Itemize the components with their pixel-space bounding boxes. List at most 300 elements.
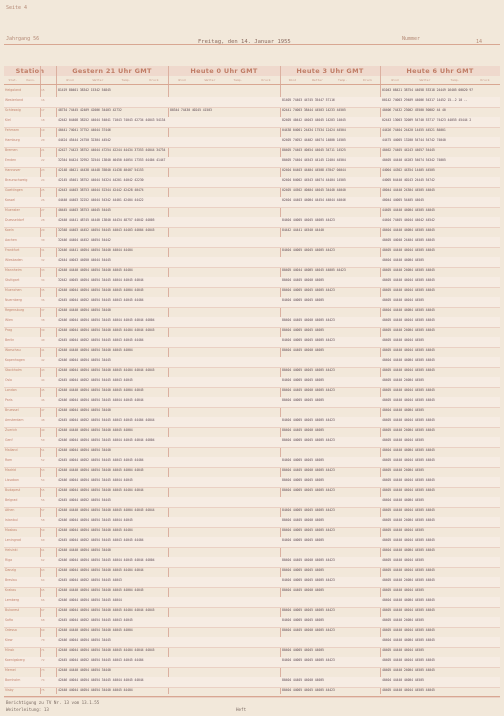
stations-heading: Station [15,67,45,75]
cell-gestern-21: 42427 74423 38752 44044 47254 42244 44434 37353 44044 34734 [58,148,166,152]
subheader-cell: Wetter [92,78,104,82]
station-code: 60 [41,538,45,542]
cell-heute-6: 40404 44440 44004 44505 44045 [382,448,435,452]
cell-gestern-21: 42440 44440 44054 44054 34440 44045 44004 [58,428,133,432]
station-name: Bruessel [5,408,19,412]
cell-heute-3: 02404 44403 44004 44454 44044 44046 [282,198,346,202]
cell-heute-6: 40404 44440 44004 44505 44045 [382,228,435,232]
station-code: 43 [41,368,45,372]
station-name: Paris [5,398,13,402]
station-code: 68 [41,618,45,622]
cell-gestern-21: 42446 44044 44054 44054 34445 [58,358,111,362]
station-name: Memel [5,668,16,672]
station-name: Krakau [5,588,17,592]
cell-heute-3: 80404 44005 44045 44005 44423 [282,528,335,532]
cell-heute-6: 40405 44440 44044 44505 44045 [382,318,435,322]
station-code: 55 [41,488,45,492]
station-code: 42 [41,358,45,362]
station-name: Muenchen [5,288,22,292]
cell-gestern-21: 42445 44044 44052 44054 54445 44043 44045 [58,378,133,382]
station-code: 22 [41,158,45,162]
cell-heute-3: 80404 44405 44040 44005 [282,588,324,592]
cell-gestern-21: 42446 44044 44054 44054 34445 44044 44045 44044 [58,678,144,682]
subheader-cell: Wind [66,78,74,82]
station-name: Schleswig [5,108,21,112]
station-code: 57 [41,508,45,512]
cell-gestern-21: 32446 44404 44452 44054 54442 [58,238,111,242]
station-name: Mailand [5,448,18,452]
cell-gestern-21: 42446 44044 44054 44054 34445 44044 44045 [58,518,133,522]
station-code: 64 [41,578,45,582]
cell-heute-6: 40405 44440 44044 44505 44045 [382,368,435,372]
cell-heute-6: 40404 44440 44004 44505 44045 [382,638,435,642]
station-code: 24 [41,178,45,182]
col-group-heute-0: Heute 0 Uhr GMT [190,67,258,75]
station-name: Odessa [5,628,17,632]
cell-heute-6: 40405 44440 24004 44505 44045 [382,428,435,432]
cell-heute-0: 80344 74430 40245 41503 [170,108,212,112]
cell-heute-3: 84404 44005 44045 44005 [282,378,324,382]
cell-heute-3: 80404 44405 44040 44005 [282,518,324,522]
cell-heute-6: 44004 44302 44354 14405 44505 [382,168,435,172]
cell-gestern-21: 42440 44440 44054 44054 34440 [58,668,111,672]
cell-heute-3: 81405 74403 44745 35447 57116 [282,98,335,102]
cell-heute-6: 40404 44440 44004 44505 44045 [382,308,435,312]
cell-heute-6: 44475 44005 13200 54744 54742 74040 [382,138,446,142]
subheader-cell: Stat. [8,78,18,82]
cell-heute-6: 40405 44440 44044 44505 44045 [382,658,435,662]
cell-heute-3: 80405 74404 44543 44145 12404 44504 [282,158,346,162]
cell-gestern-21: 40441 74041 37752 44044 37446 [58,128,111,132]
station-name: Koenigsberg [5,658,25,662]
cell-heute-3: 80404 44005 44045 44005 44423 [282,488,335,492]
station-code: 49 [41,428,45,432]
cell-heute-6: 40404 44440 44004 44505 [382,678,424,682]
station-name: Muenster [5,208,20,212]
cell-gestern-21: 32348 44403 44452 44054 54445 44043 44403 44004 44045 [58,228,155,232]
station-name: Bukarest [5,608,20,612]
station-code: 45 [41,388,45,392]
subheader-cell: Druck [362,78,373,82]
station-code: 50 [41,438,45,442]
cell-heute-6: 40404 44440 44004 44505 44045 [382,548,435,552]
cell-gestern-21: 42445 44044 44052 44054 54445 44043 44045 [58,618,133,622]
cell-gestern-21: 42442 04408 38252 44044 54041 71043 74043 42734 44043 54134 [58,118,166,122]
cell-heute-6: 40405 44440 44044 44505 44045 [382,278,435,282]
cell-heute-3: 80404 44405 44040 44005 44423 [282,468,335,472]
cell-heute-6: 40405 44440 44044 44505 [382,338,424,342]
cell-gestern-21: 42445 44044 44052 44054 54445 44043 44045 44404 [58,458,144,462]
cell-heute-3: 80404 44005 44045 44005 [282,568,324,572]
station-name: Budapest [5,488,21,492]
col-group-gestern-21: Gestern 21 Uhr GMT [72,67,152,75]
station-code: 73 [41,668,45,672]
station-code: 29 [41,228,45,232]
cell-heute-6: 44426 74404 24420 14455 44521 84001 [382,128,446,132]
station-name: Fehmarn [5,128,19,132]
cell-heute-6: 02443 13003 32009 54740 53717 74423 44055 45444 2 [382,118,472,122]
cell-gestern-21: 42145 45401 38752 44044 54324 44201 44042 42230 [58,178,144,182]
subheader-cell: Kenn. [26,78,36,82]
cell-gestern-21: 42446 44044 44054 44054 34445 44044 44045 [58,478,133,482]
station-code: 51 [41,448,45,452]
station-code: 54 [41,478,45,482]
cell-heute-3: 80404 44005 44045 44005 [282,478,324,482]
station-name: Nuernberg [5,298,22,302]
cell-gestern-21: 42445 44044 44052 44054 54445 44043 44045 44404 [58,298,144,302]
station-code: 30 [41,238,45,242]
station-name: Breslau [5,578,17,582]
subheader-cell: Wetter [312,78,323,82]
station-code: 31 [41,248,45,252]
subheader-cell: Druck [261,78,271,82]
station-name: Warschau [5,348,21,352]
station-code: 15 [41,88,45,92]
nummer-label: Nummer [402,36,421,42]
subheader-cell: Wind [391,78,399,82]
cell-gestern-21: 42445 44044 44052 44054 54445 44043 [58,578,122,582]
cell-gestern-21: 42440 44440 44054 44054 34440 44045 44004 [58,628,133,632]
cell-heute-3: 82405 40442 44043 44045 14203 14045 [282,118,346,122]
station-name: Riga [5,558,13,562]
cell-heute-6: 40405 44440 44044 44505 44045 [382,488,435,492]
cell-gestern-21: 40445 44403 38753 44045 54445 [58,208,111,212]
station-name: Duesseldorf [5,218,25,222]
station-name: Emden [5,158,17,162]
cell-gestern-21: 42440 44440 44054 44054 34440 [58,308,111,312]
cell-heute-6: 40405 44440 44044 44505 44045 [382,688,435,692]
station-name: Kiew [5,638,13,642]
station-code: 63 [41,568,45,572]
station-code: 44 [41,378,45,382]
subheader-cell: Temp. [450,78,460,82]
cell-heute-3: 80404 44405 44040 44005 44423 [282,318,335,322]
cell-heute-3: 84404 44005 44045 44005 [282,458,324,462]
station-code: 27 [41,208,45,212]
cell-heute-6: 40462 74405 44243 44057 54445 [382,148,435,152]
cell-gestern-21: 42440 44044 44054 44054 34440 44045 44404 [58,688,133,692]
cell-heute-6: 40044 44005 54405 44045 [382,198,424,202]
cell-heute-3: 80404 44405 44040 44005 44423 [282,628,335,632]
cell-heute-6: 40404 44440 44004 44505 [382,408,424,412]
cell-heute-6: 40405 44440 44044 44505 44045 [382,418,435,422]
cell-heute-6: 40405 44440 44044 44505 44045 [382,568,435,572]
cell-gestern-21: 32442 44045 44054 44054 34445 44044 44045 44044 [58,278,144,282]
station-name: Athen [5,508,15,512]
station-name: Kassel [5,198,16,202]
station-code: 52 [41,458,45,462]
station-name: Stockholm [5,368,22,372]
cell-heute-6: 40405 44440 44044 44505 44045 [382,348,435,352]
cell-heute-3: 80405 74403 40454 44045 34711 14525 [282,148,346,152]
cell-gestern-21: 42445 44044 44052 44054 54445 44043 44045 44404 44044 [58,418,155,422]
station-code: 35 [41,288,45,292]
station-code: 58 [41,518,45,522]
station-code: 67 [41,608,45,612]
station-name: Stuttgart [5,278,20,282]
header-rule [4,44,500,45]
station-name: Leningrad [5,538,21,542]
cell-heute-6: 40405 44440 24004 44505 [382,468,424,472]
station-code: 75 [41,688,45,692]
cell-heute-3: 80404 44005 44045 44005 44423 [282,438,335,442]
cell-gestern-21: 42440 44044 44054 44054 34440 44045 44004 44045 [58,288,144,292]
cell-gestern-21: 42443 44403 38753 44044 52344 42442 42428 40474 [58,188,144,192]
station-name: Kopenhagen [5,358,25,362]
cell-heute-3: 84404 44005 44045 44005 44423 [282,578,335,582]
page-label: Seite 4 [6,5,28,11]
station-name: Goettingen [5,188,23,192]
station-code: 72 [41,658,45,662]
cell-heute-6: 40405 44440 44044 44505 [382,438,424,442]
subheader-cell: Temp. [121,78,131,82]
cell-gestern-21: 42444 44043 44050 44044 54445 [58,258,111,262]
header-bottom-rule [4,84,500,85]
cell-gestern-21: 42440 44440 44054 44054 34440 [58,548,111,552]
cell-heute-3: 84404 44005 44045 44005 44423 [282,508,335,512]
station-code: 32 [41,258,45,262]
station-name: Hannover [5,168,21,172]
station-name: Visby [5,688,14,692]
station-code: 56 [41,498,45,502]
cell-heute-6: 40405 44440 44203 54074 54342 74005 [382,158,446,162]
cell-heute-3: 84404 44005 44045 44005 44423 [282,248,335,252]
cell-heute-3: 80404 44005 44045 44005 [282,328,324,332]
cell-heute-3: 80404 44005 44045 44005 44423 [282,608,335,612]
cell-gestern-21: 42440 44044 44054 44054 34440 [58,448,111,452]
station-name: Helgoland [5,88,22,92]
cell-heute-3: 80404 44405 44040 44005 44423 [282,558,335,562]
cell-gestern-21: 42445 44044 44052 44054 54445 44043 44045 44404 [58,658,144,662]
cell-heute-6: 40405 44440 24004 44505 44045 [382,518,435,522]
station-name: Prag [5,328,13,332]
cell-heute-3: 80404 44405 44040 44005 [282,678,324,682]
cell-heute-3: 80404 44405 44040 44005 44423 [282,388,335,392]
cell-gestern-21: 48734 74445 42409 42006 34403 42732 [58,108,122,112]
cell-heute-3: 84404 44005 44045 44005 44423 [282,338,335,342]
subheader-cell: Wetter [419,78,431,82]
cell-heute-6: 40404 44440 44004 44505 [382,498,424,502]
station-code: 46 [41,398,45,402]
cell-heute-3: 02404 04002 44543 44074 44404 14505 [282,178,346,182]
station-name: Genf [5,438,13,442]
cell-gestern-21: 42446 44044 44054 44054 34445 44044 44045 44044 [58,398,144,402]
cell-heute-3: 02405 44502 40404 44045 34440 44040 [282,188,346,192]
cell-gestern-21: 42440 44044 44054 44054 34440 44045 44404 44044 44045 [58,328,155,332]
station-name: Danzig [5,568,17,572]
cell-heute-3: 80404 44405 44040 44005 [282,348,324,352]
cell-gestern-21: 42445 44044 44052 44054 54445 44043 44045 44404 [58,538,144,542]
station-code: 39 [41,328,45,332]
cell-heute-3: 80404 44405 44040 44005 [282,278,324,282]
cell-gestern-21: 42440 44044 44054 44054 34440 44045 44404 [58,528,133,532]
cell-heute-6: 40405 44440 44044 44505 44045 [382,458,435,462]
subheader-cell: Druck [480,78,490,82]
station-name: London [5,388,17,392]
cell-gestern-21: 42440 44440 44054 44054 34440 44045 44004 44045 [58,468,144,472]
station-code: 21 [41,148,45,152]
cell-heute-3: 02405 74052 44402 44074 14000 14505 [282,138,346,142]
station-name: Lemberg [5,598,20,602]
cell-gestern-21: 42440 44440 44054 44054 34440 44045 44004 44045 [58,588,144,592]
station-code: 53 [41,468,45,472]
station-name: Bremen [5,148,18,152]
station-code: 48 [41,418,45,422]
cell-gestern-21: 42440 44441 48745 44440 13840 44434 48757 44042 44005 [58,218,155,222]
station-code: 26 [41,198,45,202]
cell-heute-6: 40405 44040 24404 44505 44045 [382,238,435,242]
cell-heute-6: 40405 44440 44044 44505 44045 [382,398,435,402]
station-name: Regensburg [5,308,25,312]
station-name: Belgrad [5,498,18,502]
cell-heute-6: 44404 74405 44044 44042 44542 [382,218,435,222]
cell-gestern-21: 42440 44440 44054 44054 34440 44045 44004 44045 [58,388,144,392]
date-line: Freitag, den 14. Januar 1955 [198,39,291,45]
station-name: Frankfurt [5,248,20,252]
cell-gestern-21: 42445 44044 44052 44054 54445 44043 44045 44404 [58,338,144,342]
cell-heute-3: 84404 44005 44045 44005 44423 [282,418,335,422]
station-code: 33 [41,268,45,272]
station-name: Rom [5,458,13,462]
cell-gestern-21: 42446 44044 44054 44054 34445 44044 [58,598,122,602]
cell-heute-6: 40405 44440 24004 44505 [382,378,424,382]
cell-heute-3: 02404 04403 44404 44508 47047 04044 [282,168,346,172]
cell-gestern-21: 42445 44044 44052 44054 54445 [58,498,111,502]
cell-heute-6: 40405 44440 44044 44505 [382,298,424,302]
station-name: Zuerich [5,428,18,432]
cell-gestern-21: 81419 80401 38342 15342 54845 [58,88,111,92]
station-name: Braunschweig [5,178,28,182]
cell-gestern-21: 42440 44044 44054 44054 34440 44045 44404 44044 44045 [58,648,155,652]
cell-gestern-21: 42440 44044 44054 44054 34440 [58,408,111,412]
cell-gestern-21: 42446 44044 44054 44054 34445 44044 44045 44044 44004 [58,318,155,322]
station-name: Kiel [5,118,11,122]
cell-heute-3: 80404 44005 44045 44005 [282,648,324,652]
station-name: Berlin [5,338,15,342]
station-code: 47 [41,408,45,412]
cell-heute-3: 80405 44044 44005 44045 44005 44423 [282,268,346,272]
nummer-value: 14 [476,39,483,45]
station-code: 74 [41,678,45,682]
cell-heute-6: 40405 44440 44044 44505 44045 [382,288,435,292]
cell-heute-6: 40405 44440 44044 44505 44045 [382,248,435,252]
cell-gestern-21: 42440 44044 44054 44054 34440 44045 44404 44044 44045 [58,368,155,372]
cell-heute-6: 40044 44440 24304 44505 44045 [382,188,435,192]
cell-heute-3: 84404 44005 44045 44005 44423 [282,658,335,662]
cell-heute-6: 40406 74432 23002 45500 50002 44 40 [382,108,446,112]
cell-heute-6: 40405 44440 24004 44505 44045 [382,668,435,672]
station-name: Minsk [5,648,15,652]
cell-heute-3: 84404 44005 44045 44005 [282,538,324,542]
cell-heute-3: 80404 44005 44045 44005 44423 [282,688,335,692]
cell-gestern-21: 44424 45444 24750 32304 44542 [58,138,111,142]
cell-gestern-21: 32446 44441 44054 44054 34440 44044 44404 [58,248,133,252]
cell-gestern-21: 42446 44044 44054 44054 34445 44044 44045 44044 44004 [58,438,155,442]
station-code: 71 [41,648,45,652]
cell-heute-3: 84404 44005 44045 44005 [282,298,324,302]
cell-gestern-21: 42440 44440 44054 44054 34440 44045 44004 [58,348,133,352]
cell-heute-6: 40405 44440 44044 44505 [382,528,424,532]
cell-heute-6: 40405 44440 44044 44505 44045 [382,628,435,632]
station-code: 65 [41,588,45,592]
station-name: Wiesbaden [5,258,23,262]
station-name: Madrid [5,468,16,472]
station-code: 16 [41,98,45,102]
station-code: 28 [41,218,45,222]
cell-gestern-21: 42440 44044 44054 44054 34440 44045 44404 44044 [58,488,144,492]
cell-heute-6: 44005 04440 40243 24445 54742 [382,178,435,182]
station-code: 66 [41,598,45,602]
cell-gestern-21: 42440 44044 44054 44054 34440 44045 44404 44044 44045 [58,608,155,612]
col-group-heute-6: Heute 6 Uhr GMT [406,67,474,75]
cell-heute-3: 80404 44005 44045 44005 44423 [282,288,335,292]
cell-heute-6: 40404 44440 44004 44505 44045 [382,358,435,362]
subheader-cell: Temp. [233,78,243,82]
station-code: 69 [41,628,45,632]
cell-heute-6: 40405 44440 44044 44505 [382,588,424,592]
subheader-cell: Temp. [337,78,348,82]
cell-heute-3: 80404 44005 44045 44005 44423 [282,368,335,372]
cell-gestern-21: 32344 04424 32952 32544 13840 40450 44054 17353 44404 41447 [58,158,166,162]
station-name: Wien [5,318,13,322]
cell-heute-6: 40405 44440 44044 44505 44045 [382,508,435,512]
station-code: 61 [41,548,45,552]
cell-gestern-21: 42446 44044 44054 44054 34445 [58,638,111,642]
station-code: 20 [41,138,45,142]
footer-rule [4,696,500,697]
station-name: Bornholm [5,678,21,682]
station-code: 25 [41,188,45,192]
station-name: Sofia [5,618,13,622]
subheader-cell: Druck [149,78,159,82]
station-name: Istanbul [5,518,18,522]
cell-heute-6: 40404 44440 44004 44505 [382,258,424,262]
station-code: 17 [41,108,45,112]
cell-gestern-21: 44440 44403 32252 44044 54342 44401 42404 44422 [58,198,144,202]
cell-heute-6: 40405 44440 24004 44505 44045 [382,268,435,272]
cell-heute-3: 84442 44441 44540 44440 [282,228,324,232]
station-name: Westerland [5,98,23,102]
col-group-heute-3: Heute 3 Uhr GMT [296,67,364,75]
cell-heute-6: 40405 44440 24004 44505 [382,618,424,622]
cell-gestern-21: 42440 44440 44054 44054 34440 44045 44404 [58,268,133,272]
station-code: 62 [41,558,45,562]
cell-heute-6: 40405 44440 44044 44505 44045 [382,538,435,542]
station-name: Helsinki [5,548,18,552]
station-code: 37 [41,308,45,312]
station-name: Koeln [5,228,14,232]
subheader-cell: Wind [178,78,186,82]
cell-heute-6: 44405 44440 44004 44505 44045 [382,208,435,212]
station-code: 38 [41,318,45,322]
cell-heute-6: 01043 08421 38754 44058 53318 24449 16405 00020 97 [382,88,473,92]
jahrgang-label: Jahrgang 56 [6,36,40,42]
station-code: 70 [41,638,45,642]
station-name: Lissabon [5,478,19,482]
station-code: 19 [41,128,45,132]
cell-heute-6: 40405 44440 24004 44505 44045 [382,578,435,582]
cell-gestern-21: 42440 44044 44054 44054 34440 44045 44404 44044 [58,568,144,572]
subheader-cell: Wind [288,78,297,82]
station-code: 18 [41,118,45,122]
footer-correction: Berichtigung zu TV Nr. 13 vom 13.1.55 [6,700,100,705]
station-code: 34 [41,278,45,282]
cell-heute-6: 40405 44440 44044 44505 44045 [382,388,435,392]
station-name: Amsterdam [5,418,24,422]
station-code: 23 [41,168,45,172]
cell-heute-3: 04438 04001 24434 17534 12424 44504 [282,128,346,132]
cell-heute-3: 80404 44405 44040 44005 [282,428,324,432]
